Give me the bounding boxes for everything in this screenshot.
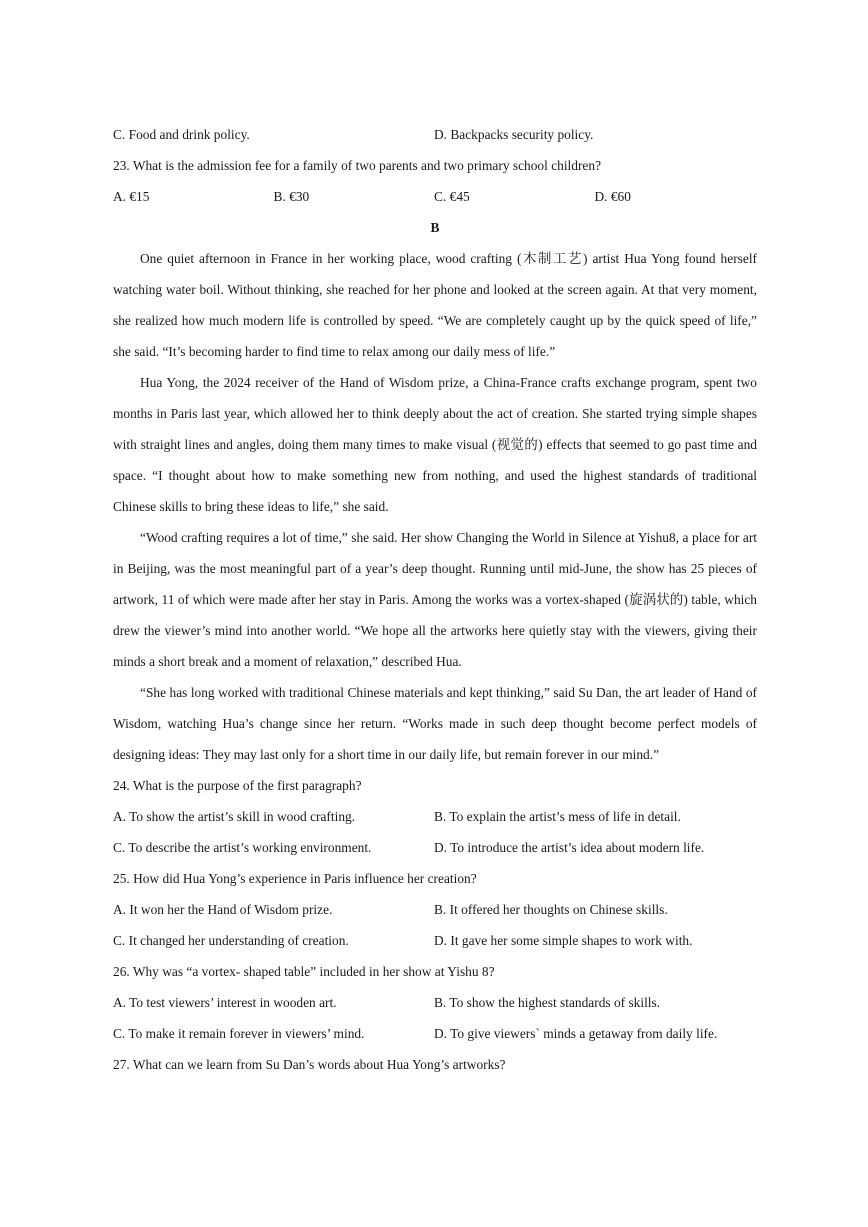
q24-option-a: A. To show the artist’s skill in wood crafting. [113, 809, 356, 824]
q23-options-row [113, 181, 757, 212]
q24-options-row-1 [113, 801, 757, 832]
passage-paragraph-4 [113, 677, 757, 770]
q26-option-d: D. To give viewers` minds a getaway from daily life. [434, 1026, 718, 1041]
q22-option-c: C. Food and drink policy. [113, 127, 250, 142]
q23-option-a: A. €15 [113, 189, 150, 204]
passage-paragraph-1-text: One quiet afternoon in France in her working place, wood crafting (木制工艺) artist Hua Yong found herself watching water boil. Without thinking, she reached for her phone and looked at the screen again. At that very moment, she realized how much modern life is controlled by speed. “We are completely caught up by the quick speed of life,” she said. “It’s becoming harder to find time to relax among our daily mess of life.” [113, 251, 757, 359]
q23-option-d: D. €60 [594, 189, 631, 204]
q24-option-c: C. To describe the artist’s working environment. [113, 840, 372, 855]
q24-option-d: D. To introduce the artist’s idea about modern life. [434, 840, 705, 855]
q24-stem: 24. What is the purpose of the first paragraph? [113, 778, 362, 793]
q26-option-b: B. To show the highest standards of skills. [434, 995, 661, 1010]
q25-options-row-2 [113, 925, 757, 956]
q24-options-row-2 [113, 832, 757, 863]
q26-stem: 26. Why was “a vortex- shaped table” included in her show at Yishu 8? [113, 964, 495, 979]
q26-option-a: A. To test viewers’ interest in wooden art. [113, 995, 337, 1010]
q24-option-b: B. To explain the artist’s mess of life in detail. [434, 809, 681, 824]
q23-stem: 23. What is the admission fee for a family of two parents and two primary school children? [113, 158, 602, 173]
q25-option-d: D. It gave her some simple shapes to work with. [434, 933, 693, 948]
q27-stem: 27. What can we learn from Su Dan’s words about Hua Yong’s artworks? [113, 1057, 506, 1072]
q22-options-row [113, 119, 757, 150]
passage-paragraph-3-text: “Wood crafting requires a lot of time,” she said. Her show Changing the World in Silence at Yishu8, a place for art in Beijing, was the most meaningful part of a year’s deep thought. Running until mid-June, the show has 25 pieces of artwork, 11 of which were made after her stay in Paris. Among the works was a vortex-shaped (旋涡状的) table, which drew the viewer’s mind into another world. “We hope all the artworks here quietly stay with the viewers, giving their minds a short break and a moment of relaxation,” described Hua. [113, 530, 757, 669]
exam-page [113, 119, 757, 1080]
passage-paragraph-4-text: “She has long worked with traditional Chinese materials and kept thinking,” said Su Dan, the art leader of Hand of Wisdom, watching Hua’s change since her return. “Works made in such deep thought become perfect models of designing ideas: They may last only for a short time in our daily life, but remain forever in our mind.” [113, 685, 757, 762]
q25-option-c: C. It changed her understanding of creation. [113, 933, 349, 948]
q26-option-c: C. To make it remain forever in viewers’ mind. [113, 1026, 365, 1041]
q23-option-b: B. €30 [273, 189, 310, 204]
passage-paragraph-2 [113, 367, 757, 522]
passage-paragraph-1 [113, 243, 757, 367]
q26-options-row-1 [113, 987, 757, 1018]
q23-option-c: C. €45 [434, 189, 470, 204]
q25-options-row-1 [113, 894, 757, 925]
q25-stem: 25. How did Hua Yong’s experience in Paris influence her creation? [113, 871, 477, 886]
q25-option-b: B. It offered her thoughts on Chinese skills. [434, 902, 668, 917]
q26-options-row-2 [113, 1018, 757, 1049]
q25-option-a: A. It won her the Hand of Wisdom prize. [113, 902, 333, 917]
passage-paragraph-2-text: Hua Yong, the 2024 receiver of the Hand of Wisdom prize, a China-France crafts exchange program, spent two months in Paris last year, which allowed her to think deeply about the act of creation. She started trying simple shapes with straight lines and angles, doing them many times to make visual (视觉的) effects that seemed to go past time and space. “I thought about how to make something new from nothing, and used the highest standards of traditional Chinese skills to bring these ideas to life,” she said. [113, 375, 757, 514]
section-label: B [430, 220, 440, 235]
passage-paragraph-3 [113, 522, 757, 677]
q22-option-d: D. Backpacks security policy. [434, 127, 594, 142]
